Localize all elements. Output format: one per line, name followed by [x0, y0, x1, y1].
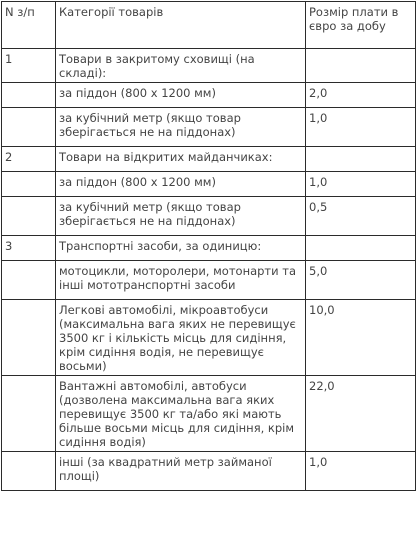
- table-row: [2, 261, 416, 300]
- row-number-cell: [2, 197, 56, 236]
- table-row: [2, 49, 416, 83]
- row-number-cell: [2, 452, 56, 491]
- row-number-cell: [2, 376, 56, 452]
- category-cell: Товари в закритому сховищі (на складі):: [56, 49, 306, 83]
- table-row: [2, 197, 416, 236]
- table-row: [2, 376, 416, 452]
- header-fee: Розмір плати в євро за добу: [306, 2, 416, 49]
- category-cell: інші (за квадратний метр займаної площі): [56, 452, 306, 491]
- fee-cell: 1,0: [306, 172, 416, 197]
- row-number-cell: [2, 83, 56, 108]
- row-number-cell: [2, 108, 56, 147]
- category-cell: за кубічний метр (якщо товар зберігається не на піддонах): [56, 108, 306, 147]
- category-cell: Товари на відкритих майданчиках:: [56, 147, 306, 172]
- row-number-cell: [2, 172, 56, 197]
- category-cell: Вантажні автомобілі, автобуси (дозволена максимальна вага яких перевищує 3500 кг та/або які мають більше восьми місць для сидіння, крім сидіння водія): [56, 376, 306, 452]
- table-row: [2, 147, 416, 172]
- table-header-row: [2, 2, 416, 49]
- row-number-cell: 3: [2, 236, 56, 261]
- table-row: [2, 300, 416, 376]
- category-cell: за кубічний метр (якщо товар зберігається не на піддонах): [56, 197, 306, 236]
- header-category: Категорії товарів: [56, 2, 306, 49]
- category-cell: Транспортні засоби, за одиницю:: [56, 236, 306, 261]
- category-cell: мотоцикли, моторолери, мотонарти та інші мототранспортні засоби: [56, 261, 306, 300]
- fee-cell: 1,0: [306, 108, 416, 147]
- table-row: [2, 83, 416, 108]
- fee-cell: 10,0: [306, 300, 416, 376]
- category-cell: Легкові автомобілі, мікроавтобуси (максимальна вага яких не перевищує 3500 кг і кількість місць для сидіння, крім сидіння водія, не перевищує восьми): [56, 300, 306, 376]
- table-body: [2, 49, 416, 491]
- row-number-cell: 1: [2, 49, 56, 83]
- fee-cell: 5,0: [306, 261, 416, 300]
- row-number-cell: [2, 300, 56, 376]
- fee-cell: [306, 147, 416, 172]
- table-row: [2, 108, 416, 147]
- fee-cell: [306, 49, 416, 83]
- fee-cell: 0,5: [306, 197, 416, 236]
- row-number-cell: [2, 261, 56, 300]
- table-row: [2, 172, 416, 197]
- fee-cell: 1,0: [306, 452, 416, 491]
- storage-fees-table: [1, 1, 416, 491]
- table-row: [2, 236, 416, 261]
- fee-cell: 2,0: [306, 83, 416, 108]
- table-row: [2, 452, 416, 491]
- row-number-cell: 2: [2, 147, 56, 172]
- header-number: N з/п: [2, 2, 56, 49]
- fee-cell: 22,0: [306, 376, 416, 452]
- fee-cell: [306, 236, 416, 261]
- category-cell: за піддон (800 х 1200 мм): [56, 83, 306, 108]
- category-cell: за піддон (800 х 1200 мм): [56, 172, 306, 197]
